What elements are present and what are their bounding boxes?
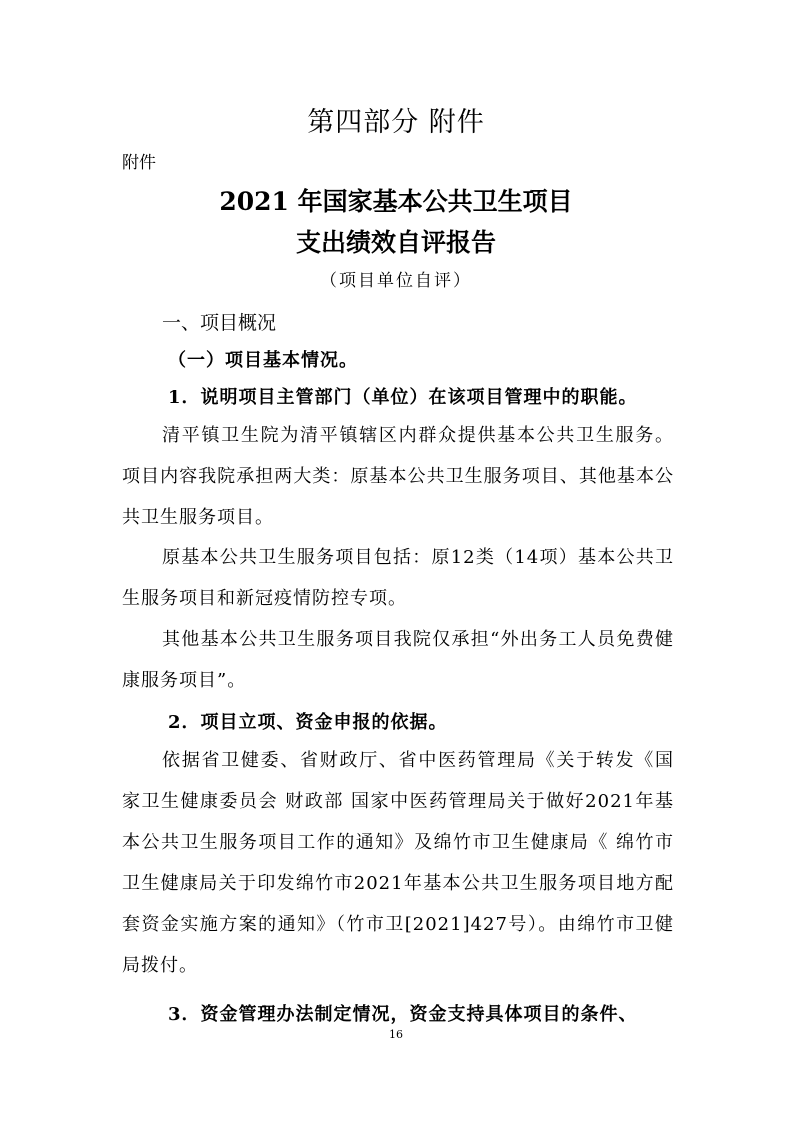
item3-heading: 3．资金管理办法制定情况，资金支持具体项目的条件、	[168, 1004, 638, 1025]
page-number: 16	[389, 1028, 403, 1041]
report-title-line1: 2021 年国家基本公共卫生项目	[219, 187, 573, 216]
item1-paragraph-1: 清平镇卫生院为清平镇辖区内群众提供基本公共卫生服务。项目内容我院承担两大类：原基本公共卫生服务项目、其他基本公共卫生服务项目。	[122, 425, 674, 528]
section-heading: 一、项目概况	[162, 312, 277, 334]
item2-heading: 2．项目立项、资金申报的依据。	[168, 712, 448, 733]
report-subtitle: （项目单位自评）	[320, 271, 472, 291]
item1-paragraph-3: 其他基本公共卫生服务项目我院仅承担“外出务工人员免费健康服务项目”。	[122, 629, 674, 691]
attachment-label: 附件	[122, 153, 156, 173]
subsection-heading: （一）项目基本情况。	[168, 350, 358, 371]
report-title-line2: 支出绩效自评报告	[295, 228, 496, 257]
item1-paragraph-2: 原基本公共卫生服务项目包括：原12类（14项）基本公共卫生服务项目和新冠疫情防控专项。	[122, 547, 674, 609]
part-title: 第四部分 附件	[307, 107, 485, 138]
item2-paragraph-1: 依据省卫健委、省财政厅、省中医药管理局《关于转发《国家卫生健康委员会 财政部 国家中医药管理局关于做好2021年基本公共卫生服务项目工作的通知》及绵竹市卫生健康局《 绵竹市卫生健康局关于印发绵竹市2021年基本公共卫生服务项目地方配套资金实施方案的通知》（竹市卫[2021]427号）。由绵竹市卫健局拨付。	[122, 750, 674, 976]
item1-heading: 1．说明项目主管部门（单位）在该项目管理中的职能。	[168, 387, 638, 408]
